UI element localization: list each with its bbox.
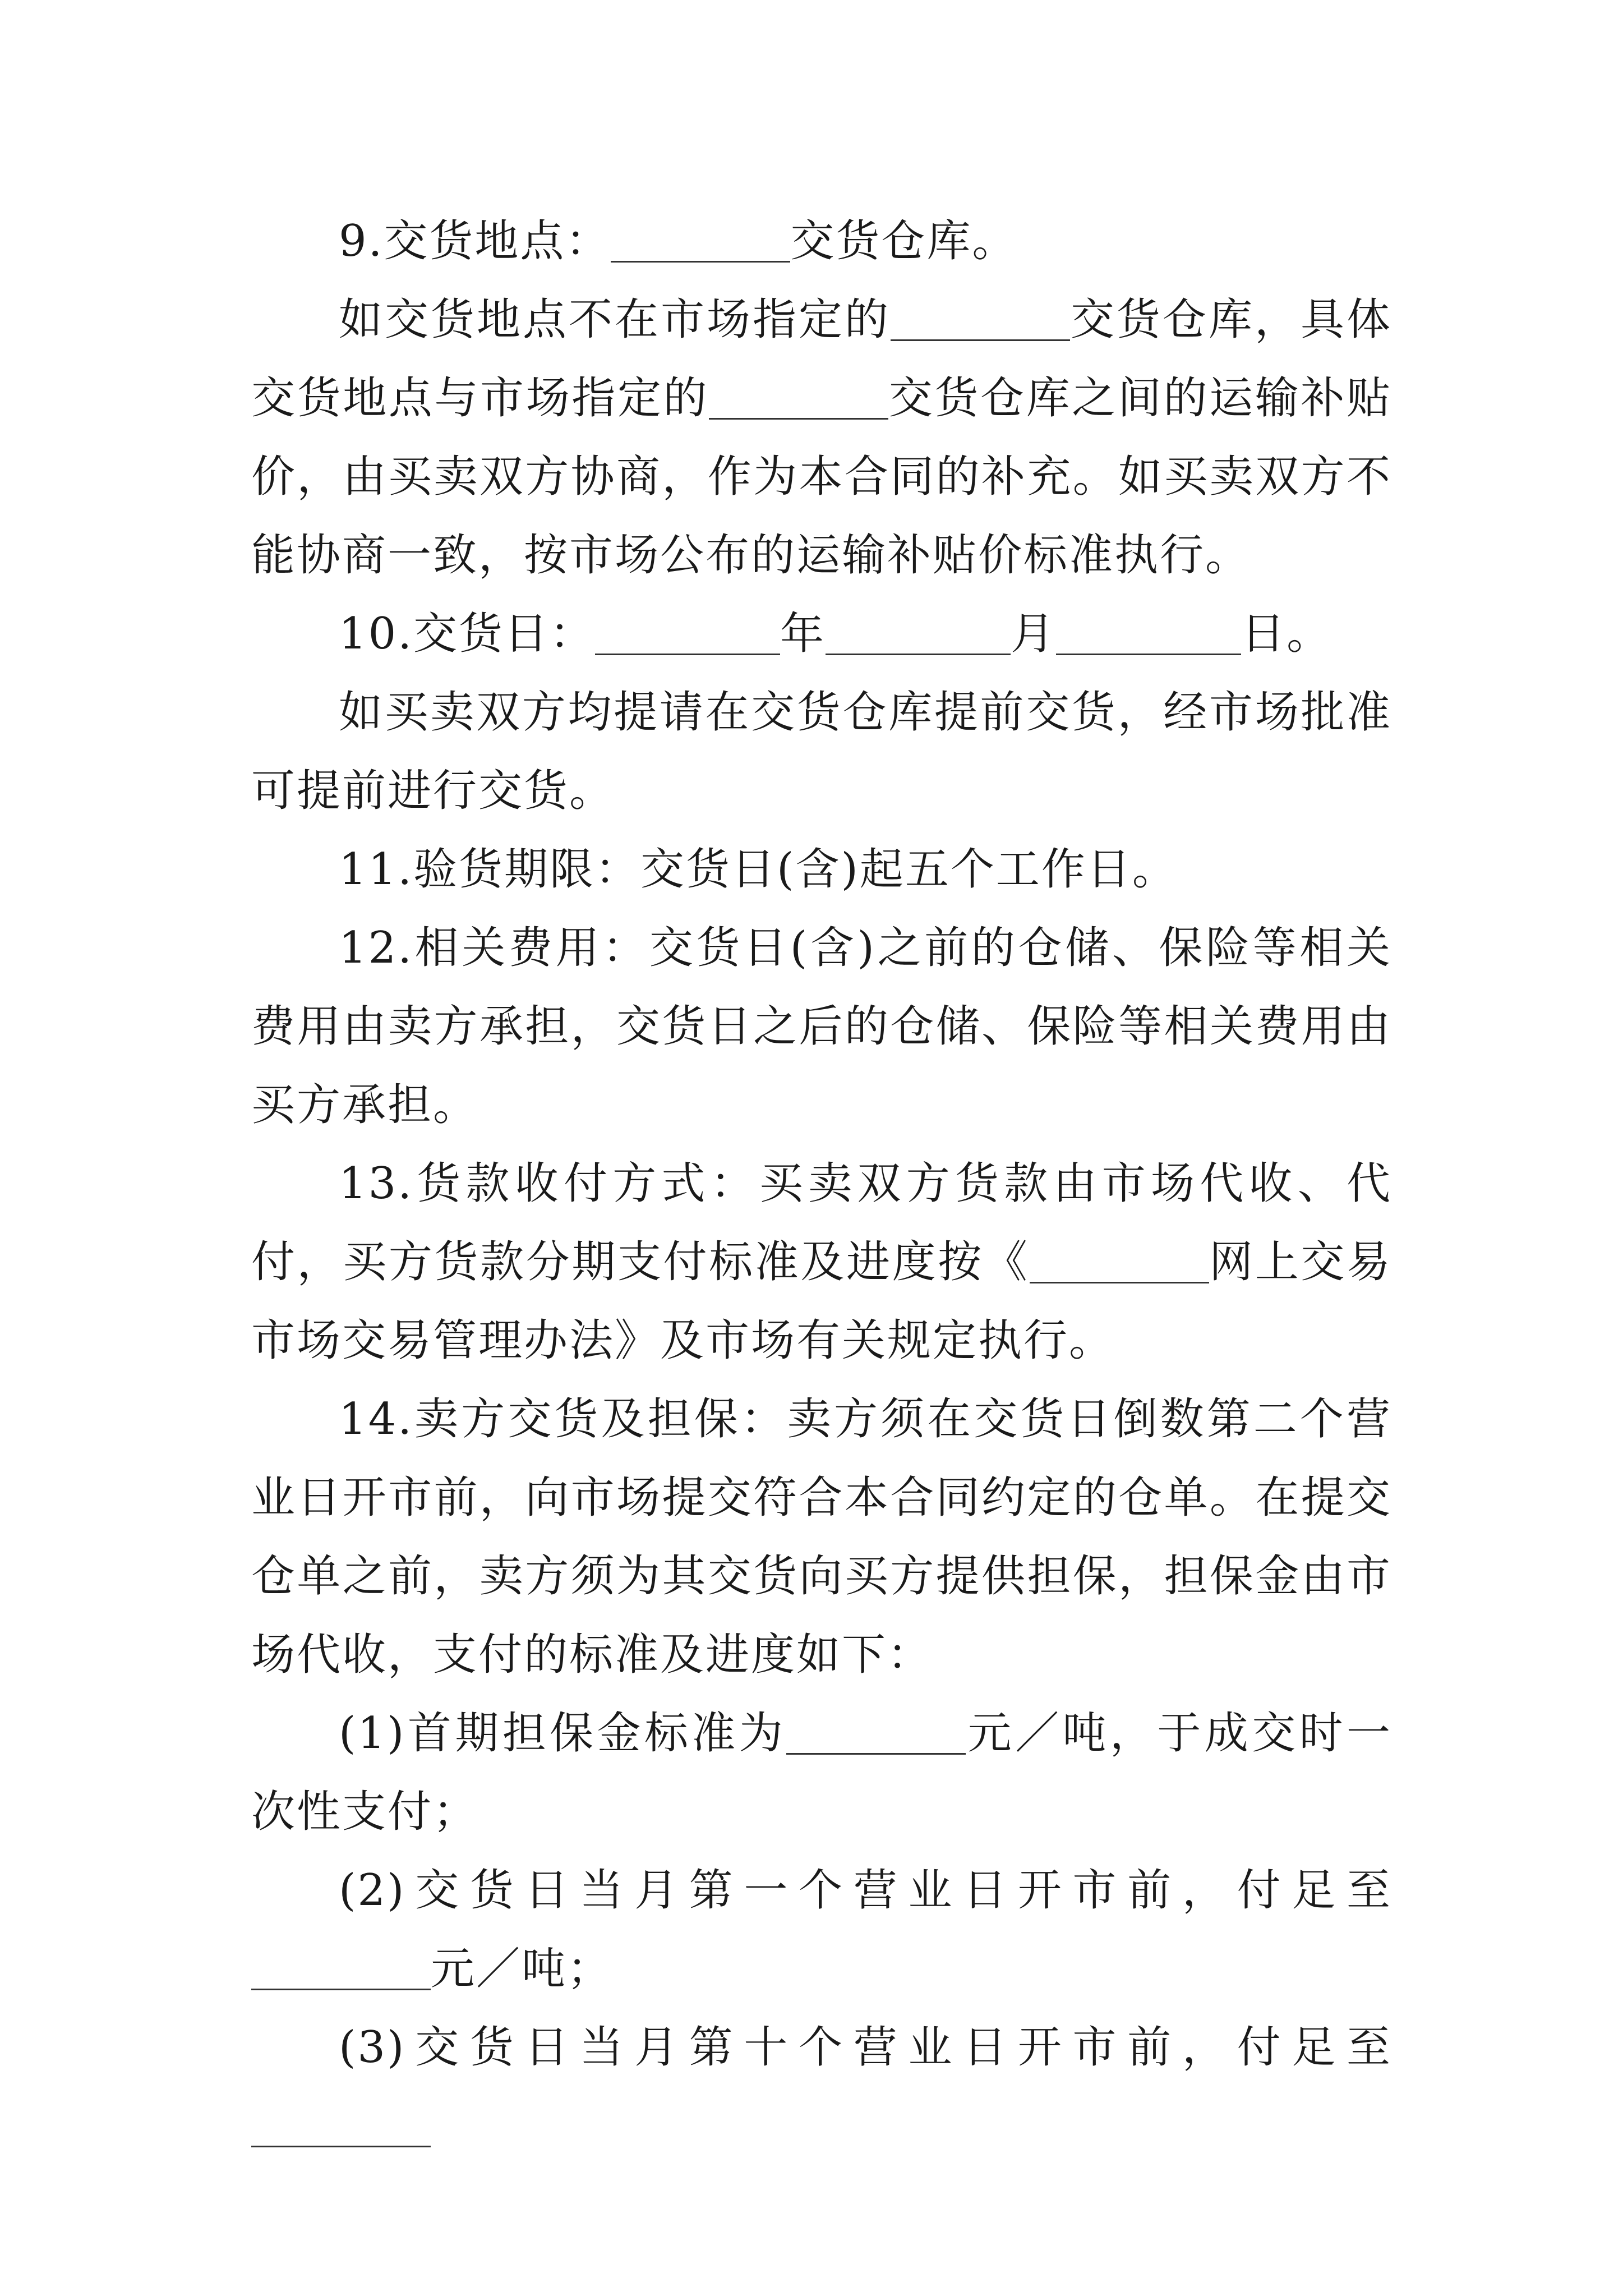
clause-13 [251,1144,1392,1380]
clause-14-1-prefix: (1)首期担保金标准为 [339,1708,787,1759]
clause-14-3-prefix: (3)交货日当月第十个营业日开市前，付足至 [339,2022,1392,2073]
blank-year [595,610,780,655]
clause-9-detail-part2: 交货仓库，具体交货地点与市场指定的 [251,295,1392,424]
clause-9-suffix: 交货仓库。 [790,216,1018,266]
clause-14-1 [251,1694,1392,1851]
clause-14-2-suffix: 元／吨； [431,1944,613,1994]
clause-12: 12.相关费用：交货日(含)之前的仓储、保险等相关费用由卖方承担，交货日之后的仓储、保险等相关费用由买方承担。 [251,923,1392,1130]
clause-14-2-prefix: (2)交货日当月第一个营业日开市前，付足至 [339,1865,1392,1916]
blank-day [1056,610,1241,655]
blank-designated-warehouse-2 [709,374,888,420]
clause-9 [251,202,1392,280]
contract-body [251,202,1392,2165]
clause-14-2 [251,1851,1392,2008]
clause-13-part1: 13.货款收付方式：买卖双方货款由市场代收、代付，买方货款分期支付标准及进度按《 [251,1158,1392,1287]
blank-first-day-guarantee [251,1945,431,1990]
clause-9-detail-part3: 交货仓库之间的运输补贴价，由买卖双方协商，作为本合同的补充。如买卖双方不能协商一致，按市场公布的运输补贴价标准执行。 [251,373,1392,581]
clause-10-month: 月 [1011,609,1057,659]
clause-13-part2: 网上交易市场交易管理办法》及市场有关规定执行。 [251,1237,1392,1366]
clause-10-detail: 如买卖双方均提请在交货仓库提前交货，经市场批准可提前进行交货。 [251,687,1392,816]
blank-initial-guarantee [786,1709,966,1755]
blank-warehouse [611,217,790,263]
clause-14-1-suffix: 元／吨，于成交时一次性支付； [251,1708,1392,1837]
blank-market-name [1030,1238,1209,1283]
blank-month [826,610,1011,655]
clause-10 [251,595,1392,673]
blank-tenth-day-guarantee [251,2102,431,2147]
clause-10-prefix: 10.交货日： [339,609,596,659]
blank-designated-warehouse [891,296,1070,341]
clause-9-detail [251,280,1392,595]
clause-10-year: 年 [780,609,826,659]
clause-9-detail-part1: 如交货地点不在市场指定的 [339,295,891,345]
clause-14-3 [251,2008,1392,2165]
clause-11: 11.验货期限：交货日(含)起五个工作日。 [339,844,1178,895]
clause-10-day: 日。 [1241,609,1332,659]
clause-14: 14.卖方交货及担保：卖方须在交货日倒数第二个营业日开市前，向市场提交符合本合同约定的仓单。在提交仓单之前，卖方须为其交货向买方提供担保，担保金由市场代收，支付的标准及进度如下： [251,1394,1392,1680]
clause-9-prefix: 9.交货地点： [339,216,611,266]
